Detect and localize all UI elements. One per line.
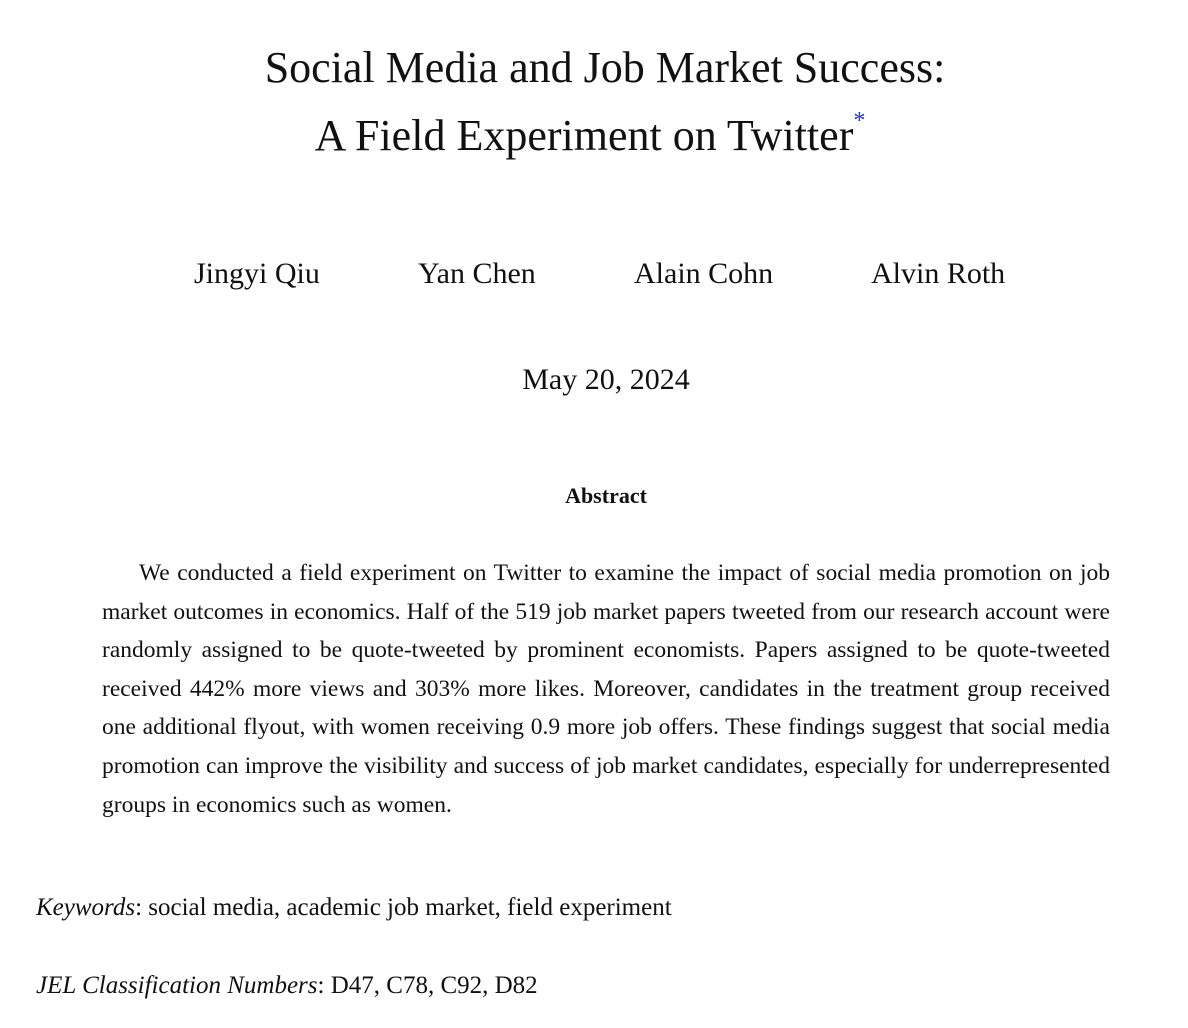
- title-footnote-link[interactable]: *: [853, 108, 866, 134]
- jel-label: JEL Classification Numbers: [36, 972, 318, 999]
- paper-title-line-1: Social Media and Job Market Success:: [264, 43, 946, 92]
- author-name: Alain Cohn: [634, 257, 774, 290]
- keywords-line: [36, 890, 672, 926]
- jel-value: D47, C78, C92, D82: [330, 972, 538, 999]
- paper-date: May 20, 2024: [522, 363, 690, 396]
- paper-title-line-2: [0, 104, 1184, 168]
- author-name: Alvin Roth: [871, 257, 1006, 290]
- keywords-label: Keywords: [36, 894, 136, 921]
- author-name: Yan Chen: [418, 257, 536, 290]
- paper-title-line-2-text: A Field Experiment on Twitter: [314, 111, 854, 160]
- keywords-separator: :: [135, 894, 143, 921]
- abstract-heading: Abstract: [565, 483, 647, 508]
- jel-separator: :: [317, 972, 325, 999]
- author-list: [0, 252, 1188, 296]
- keywords-value: social media, academic job market, field experiment: [148, 894, 672, 921]
- abstract-text: We conducted a field experiment on Twitter to examine the impact of social media promotion on job market outcomes in economics. Half of the 519 job market papers tweeted from our research account were randomly assigned to be quote-tweeted by prominent economists. Papers assigned to be quote-tweeted received 442% more views and 303% more likes. Moreover, candidates in the treatment group received one additional flyout, with women receiving 0.9 more job offers. These findings suggest that social media promotion can improve the visibility and success of job market candidates, especially for underrepresented groups in economics such as women.: [102, 560, 1110, 818]
- jel-line: [36, 968, 538, 1004]
- author-name: Jingyi Qiu: [194, 257, 320, 290]
